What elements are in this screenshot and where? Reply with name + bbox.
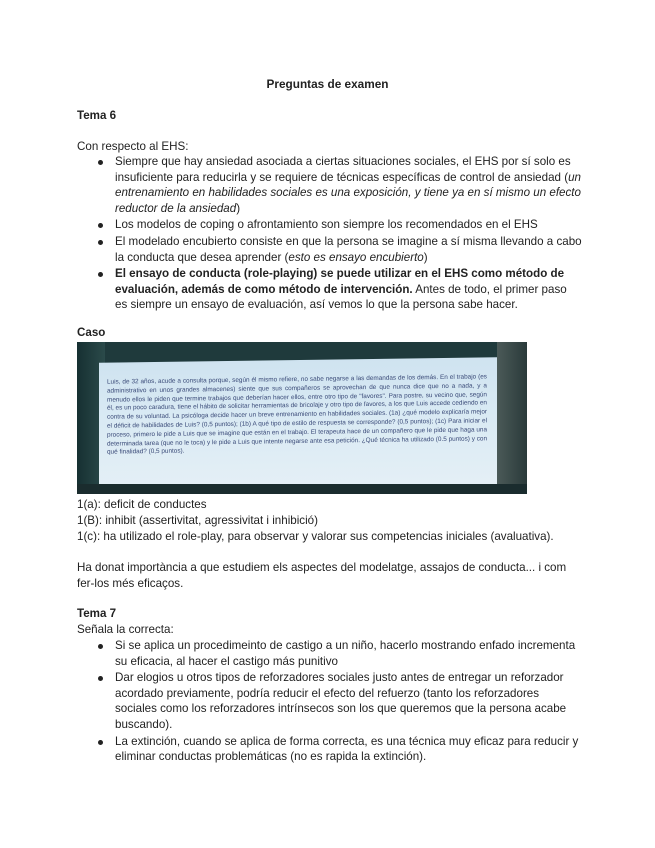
- tema6-heading: Tema 6: [77, 109, 117, 122]
- tema6-bullet-list: [77, 154, 582, 314]
- tema7-bullet-2: Dar elogios u otros tipos de reforzadores sociales justo antes de entregar un reforzador acordado previamente, podría reducir el efecto del refuerzo (tanto los reforzadores sociales como los reforzadores intrínsecos son los que queremos que la persona acabe buscando).: [77, 670, 582, 732]
- tema6-bullet-4: El ensayo de conducta (role-playing) se puede utilizar en el EHS como método de evaluación, además de como método de intervención. Antes de todo, el primer paso es siempre un ensayo de evaluación, así vemos lo que la persona sabe hacer.: [77, 266, 582, 313]
- caso-note: Ha donat importància a que estudiem els aspectes del modelatge, assajos de conducta... i com fer-los més eficaços.: [77, 561, 567, 590]
- case-photo: [77, 342, 527, 494]
- tema7-bullet-list: [77, 638, 582, 766]
- caso-heading: Caso: [77, 326, 106, 339]
- answer-1c: 1(c): ha utilizado el role-play, para observar y valorar sus competencias iniciales (avaluativa).: [77, 530, 554, 543]
- tema7-bullet-3: La extinción, cuando se aplica de forma correcta, es una técnica muy eficaz para reducir y eliminar conductas problemáticas (no es rapida la extinción).: [77, 734, 582, 765]
- tema6-bullet-3: El modelado encubierto consiste en que la persona se imagine a sí misma llevando a cabo la conducta que desea aprender (esto es ensayo encubierto): [77, 234, 582, 265]
- tema7-heading: Tema 7: [77, 607, 117, 620]
- tema6-bullet-2: Los modelos de coping o afrontamiento son siempre los recomendados en el EHS: [77, 217, 582, 233]
- answer-1b: 1(B): inhibit (assertivitat, agressivitat i inhibició): [77, 514, 318, 527]
- answer-1a: 1(a): deficit de conductes: [77, 498, 207, 511]
- projected-screen: [99, 357, 497, 494]
- tema6-intro: Con respecto al EHS:: [77, 140, 189, 153]
- tema7-bullet-1: Si se aplica un procedimeinto de castigo a un niño, hacerlo mostrando enfado incrementa su eficacia, al hacer el castigo más punitivo: [77, 638, 582, 669]
- page-title: Preguntas de examen: [266, 77, 389, 91]
- tema7-intro: Señala la correcta:: [77, 623, 174, 636]
- case-photo-text: Luis, de 32 años, acude a consulta porque, según él mismo refiere, no sabe negarse a las demandas de los demás. En el trabajo (es administrativo en unos grandes almacenes) siente que sus compañeros se aprovechan de que nunca dice que no a nada, y a menudo ellos le piden que termine trabajos que deberían hacer ellos, entre otro tipo de "favores". Para postre, su vecino que, según él, es un poco caradura, tiene el hábito de solicitar herramientas de bricolaje y otro tipo de favores, a los que Luis accede cediendo en contra de su voluntad. La psicóloga decide hacer un breve entrenamiento en habilidades sociales. (1a) ¿qué modelo explicaría mejor el déficit de habilidades de Luis? (0,5 puntos); (1b) A qué tipo de estilo de respuesta se corresponde? (0,5 puntos); (1c) Para iniciar el proceso, primero le pide a Luis que se imagine que están en el trabajo. El terapeuta hace de un compañero que le pide que haga una determinada tarea (que no le toca) y le pide a Luis que intente negarse ante esa petición. ¿Qué técnica ha utilizado (0.5 puntos) y con qué finalidad? (0,5 puntos).: [107, 373, 487, 457]
- tema6-bullet-1: Siempre que hay ansiedad asociada a ciertas situaciones sociales, el EHS por sí solo es insuficiente para reducirla y se requiere de técnicas específicas de control de ansiedad (un entrenamiento en habilidades sociales es una exposición, y tiene ya en sí mismo un efecto reductor de la ansiedad): [77, 154, 582, 216]
